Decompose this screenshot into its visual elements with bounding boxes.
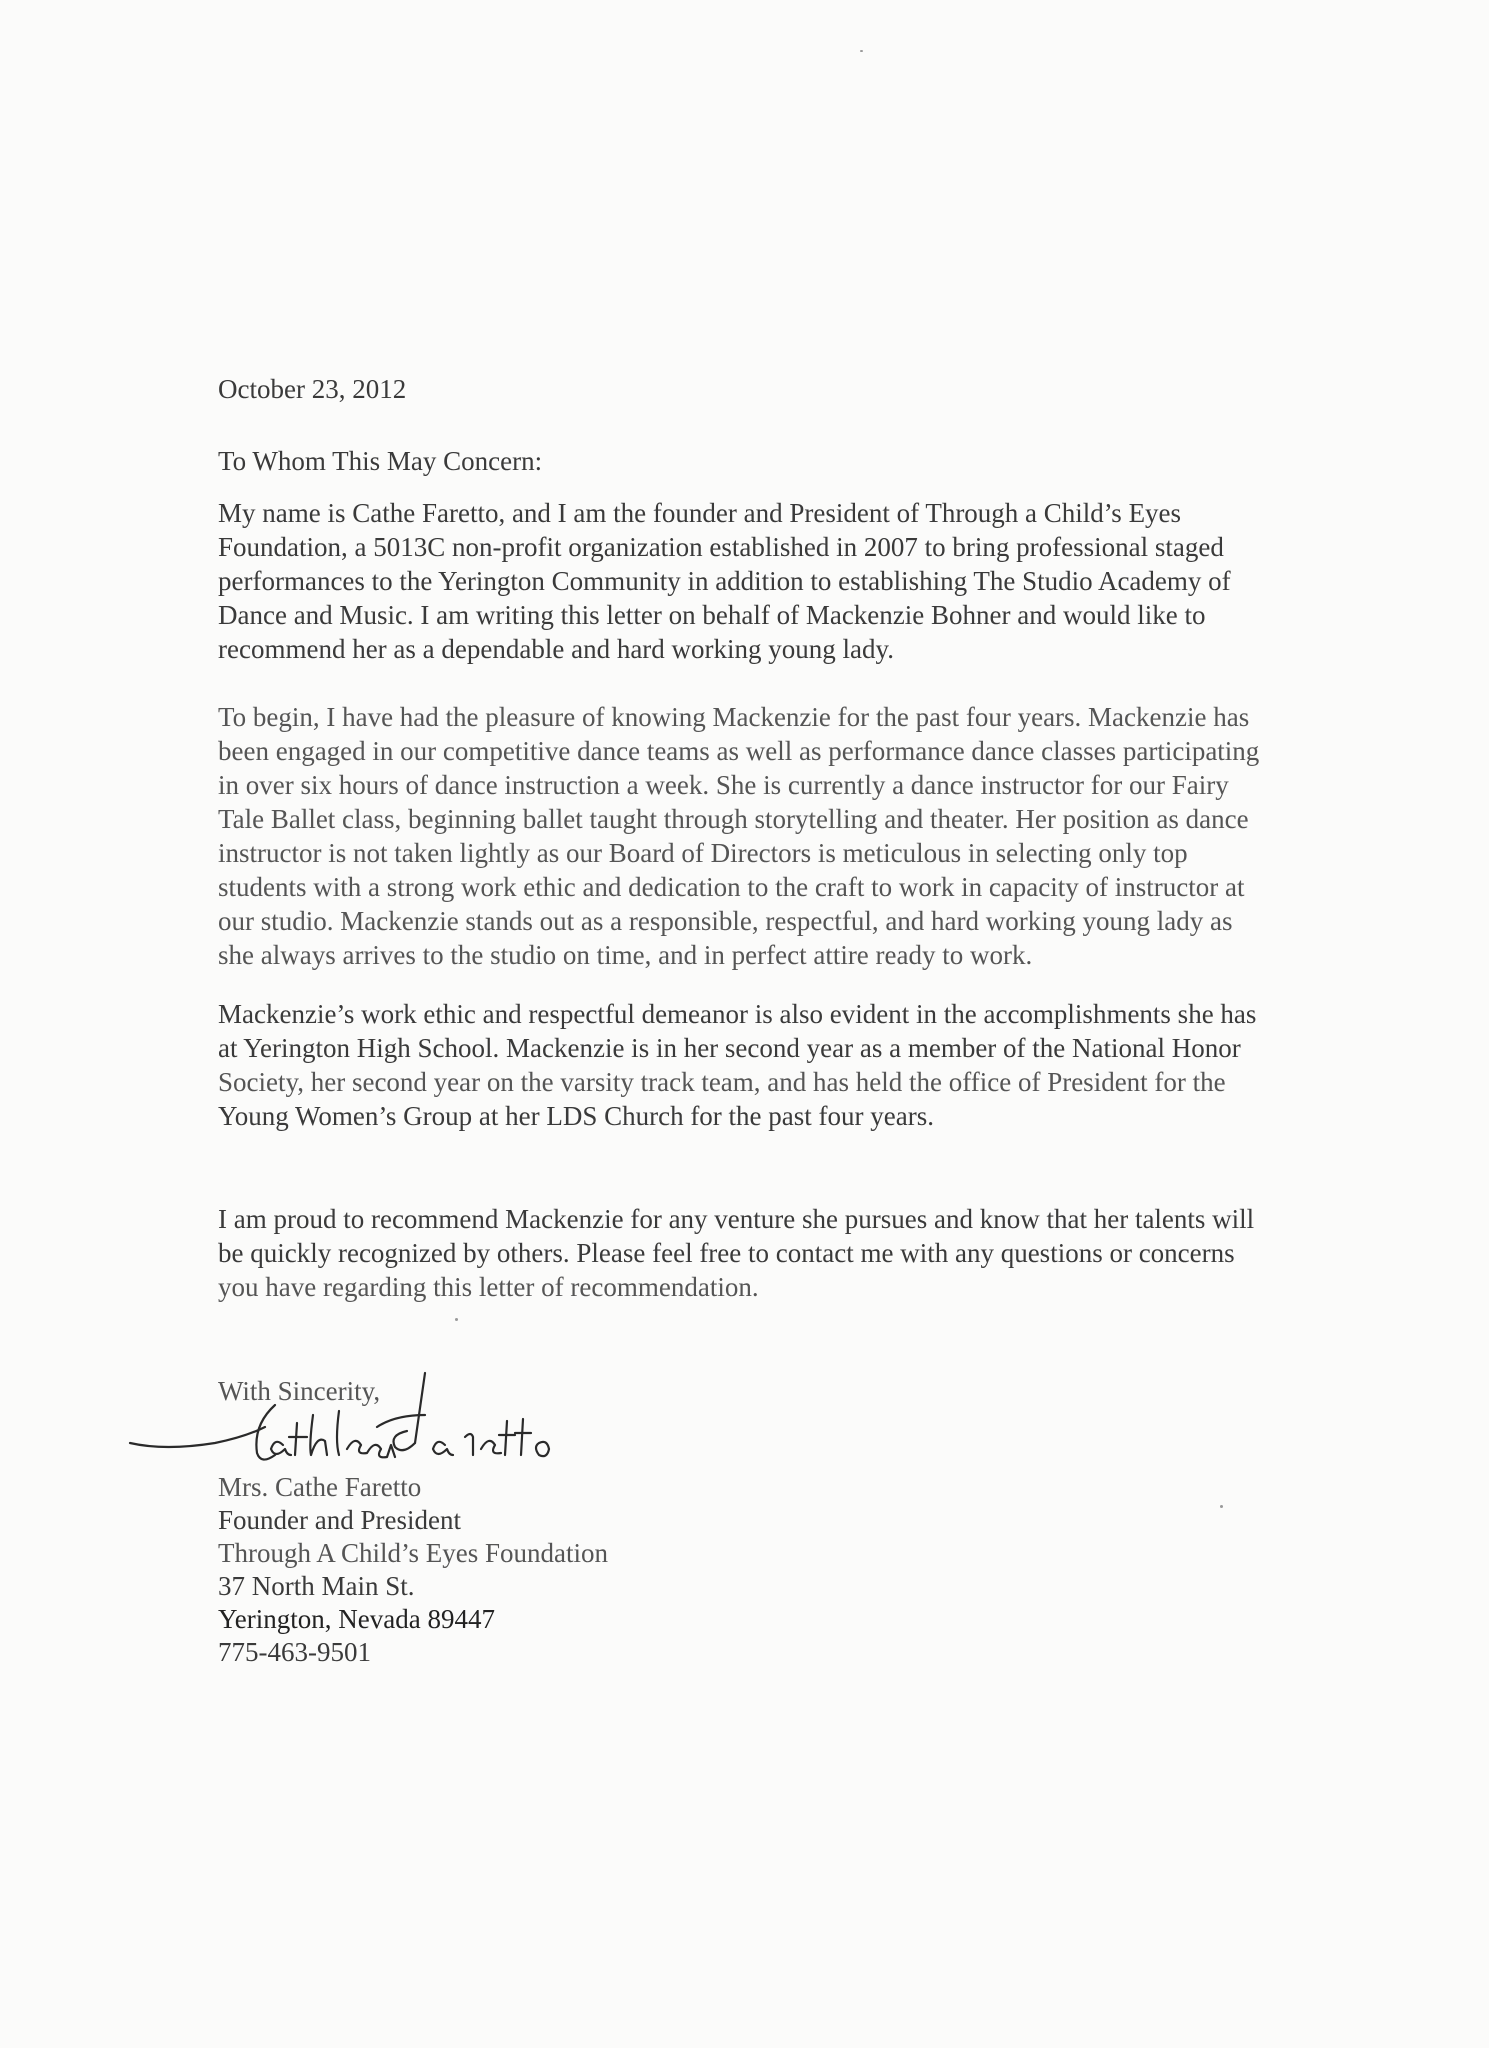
street-address: 37 North Main St. [218,1571,415,1601]
scan-speck [860,50,863,52]
scan-speck [455,1318,458,1321]
paragraph-accomplishments [218,997,1256,1133]
phone-number: 775-463-9501 [218,1637,371,1667]
paragraph-line: Tale Ballet class, beginning ballet taught through storytelling and theater. Her position as dance [218,804,1249,834]
paragraph-line: Dance and Music. I am writing this letter on behalf of Mackenzie Bohner and would like to [218,600,1206,630]
paragraph-recommendation [218,1202,1254,1304]
paragraph-introduction [218,496,1231,666]
signature-block [218,1471,608,1669]
paragraph-line: in over six hours of dance instruction a week. She is currently a dance instructor for our Fairy [218,770,1229,800]
paragraph-line: she always arrives to the studio on time, and in perfect attire ready to work. [218,940,1033,970]
paragraph-line: Young Women’s Group at her LDS Church for the past four years. [218,1101,934,1131]
signer-title: Founder and President [218,1505,461,1535]
paragraph-dance-experience [218,700,1259,972]
paragraph-line: performances to the Yerington Community in addition to establishing The Studio Academy of [218,566,1231,596]
paragraph-line: instructor is not taken lightly as our Board of Directors is meticulous in selecting only top [218,838,1188,868]
paragraph-line: our studio. Mackenzie stands out as a responsible, respectful, and hard working young lady as [218,906,1233,936]
paragraph-line: Mackenzie’s work ethic and respectful demeanor is also evident in the accomplishments she has [218,999,1257,1029]
letter-date: October 23, 2012 [218,374,407,404]
paragraph-line: be quickly recognized by others. Please feel free to contact me with any questions or concerns [218,1238,1235,1268]
paragraph-line: been engaged in our competitive dance teams as well as performance dance classes participating [218,736,1260,766]
signer-name: Mrs. Cathe Faretto [218,1472,422,1502]
paragraph-line: recommend her as a dependable and hard working young lady. [218,634,895,664]
organization-name: Through A Child’s Eyes Foundation [218,1538,609,1568]
paragraph-line: To begin, I have had the pleasure of knowing Mackenzie for the past four years. Mackenzie has [218,702,1250,732]
paragraph-line: you have regarding this letter of recommendation. [218,1272,759,1302]
paragraph-line: Society, her second year on the varsity track team, and has held the office of President for the [218,1067,1226,1097]
scan-speck [1220,1505,1223,1508]
city-state-zip: Yerington, Nevada 89447 [218,1604,495,1634]
paragraph-line: I am proud to recommend Mackenzie for any venture she pursues and know that her talents will [218,1204,1255,1234]
paragraph-line: students with a strong work ethic and dedication to the craft to work in capacity of instructor at [218,872,1245,902]
paragraph-line: My name is Cathe Faretto, and I am the founder and President of Through a Child’s Eyes [218,498,1182,528]
paragraph-line: at Yerington High School. Mackenzie is in her second year as a member of the National Honor [218,1033,1241,1063]
handwritten-signature [125,1365,665,1475]
closing: With Sincerity, [218,1376,381,1406]
paragraph-line: Foundation, a 5013C non-profit organization established in 2007 to bring professional staged [218,532,1224,562]
salutation: To Whom This May Concern: [218,446,543,476]
